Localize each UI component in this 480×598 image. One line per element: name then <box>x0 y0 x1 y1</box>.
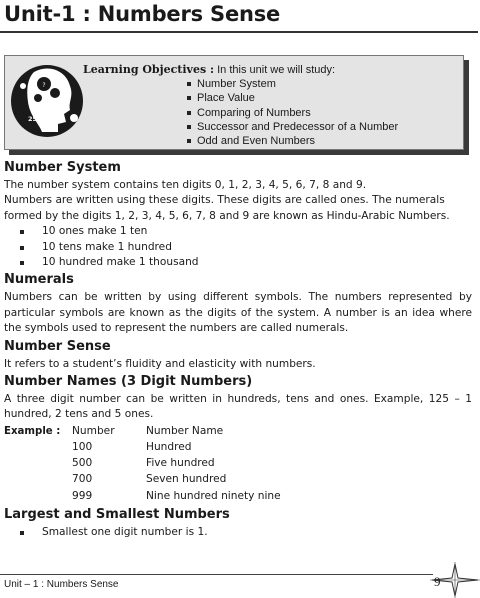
table-row <box>4 456 281 472</box>
objective-item: Successor and Predecessor of a Number <box>197 120 399 133</box>
number-sense-heading: Number Sense <box>4 338 111 354</box>
page-title: Unit-1 : Numbers Sense <box>4 2 281 26</box>
bullet-item: 10 hundred make 1 thousand <box>42 255 472 270</box>
objectives-intro: In this unit we will study: <box>217 64 336 76</box>
bullet-item: 10 tens make 1 hundred <box>42 240 472 255</box>
table-cell: Hundred <box>146 441 192 454</box>
table-row <box>4 472 281 488</box>
numerals-paragraph: Numbers can be written by using different symbols. The numbers represented by particular symbols are known as the digits of the system. A number is an idea where the symbols used to represent the numbers are called numerals. <box>4 291 472 335</box>
example-table <box>4 424 281 505</box>
title-divider <box>0 31 478 33</box>
number-system-p1: The number system contains ten digits 0, 1, 2, 3, 4, 5, 6, 7, 8 and 9. <box>4 179 367 191</box>
number-system-bullets <box>4 224 472 270</box>
table-cell: Five hundred <box>146 457 215 470</box>
example-label: Example : <box>4 425 61 437</box>
svg-text:?: ? <box>42 82 46 89</box>
footer-divider <box>0 574 433 575</box>
number-sense-paragraph: It refers to a student’s fluidity and elasticity with numbers. <box>4 357 316 370</box>
bullet-item: Smallest one digit number is 1. <box>42 525 472 540</box>
objective-item: Comparing of Numbers <box>197 106 398 120</box>
objectives-heading: Learning Objectives : <box>83 63 215 76</box>
table-row <box>4 489 281 505</box>
table-cell: Nine hundred ninety nine <box>146 489 281 502</box>
column-header: Number Name <box>146 424 224 437</box>
thinking-head-icon <box>8 58 86 144</box>
table-row <box>4 440 281 456</box>
number-system-heading: Number System <box>4 160 121 175</box>
column-header: Number <box>72 424 115 437</box>
objectives-text <box>83 63 398 148</box>
objective-item: Number System <box>197 77 398 91</box>
number-names-heading: Number Names (3 Digit Numbers) <box>4 374 253 390</box>
numerals-heading: Numerals <box>4 272 74 288</box>
objectives-list <box>83 77 398 148</box>
page-number: 9 <box>434 574 441 589</box>
largest-smallest-bullets <box>4 525 472 540</box>
number-system-p2: Numbers are written using these digits. These digits are called ones. The numerals formed by the digits 1, 2, 3, 4, 5, 6, 7, 8 and 9 are known as Hindu-Arabic Numbers. <box>4 194 450 222</box>
table-cell: 700 <box>72 473 93 486</box>
main-content <box>4 158 472 540</box>
learning-objectives-box <box>4 55 464 150</box>
equation-text: 25 X 33= <box>28 115 62 123</box>
footer-unit-label: Unit – 1 : Numbers Sense <box>4 579 119 590</box>
table-row <box>4 424 281 440</box>
table-cell: Seven hundred <box>146 473 227 486</box>
largest-smallest-heading: Largest and Smallest Numbers <box>4 506 230 522</box>
objective-item: Odd and Even Numbers <box>197 134 398 148</box>
table-cell: 100 <box>72 441 93 454</box>
table-cell: 500 <box>72 457 93 470</box>
number-names-paragraph: A three digit number can be written in hundreds, tens and ones. Example, 125 – 1 hundred, 2 tens and 5 ones. <box>4 393 472 421</box>
bullet-item: 10 ones make 1 ten <box>42 224 472 239</box>
table-cell: 999 <box>72 489 93 502</box>
objective-item: Place Value <box>197 91 398 105</box>
